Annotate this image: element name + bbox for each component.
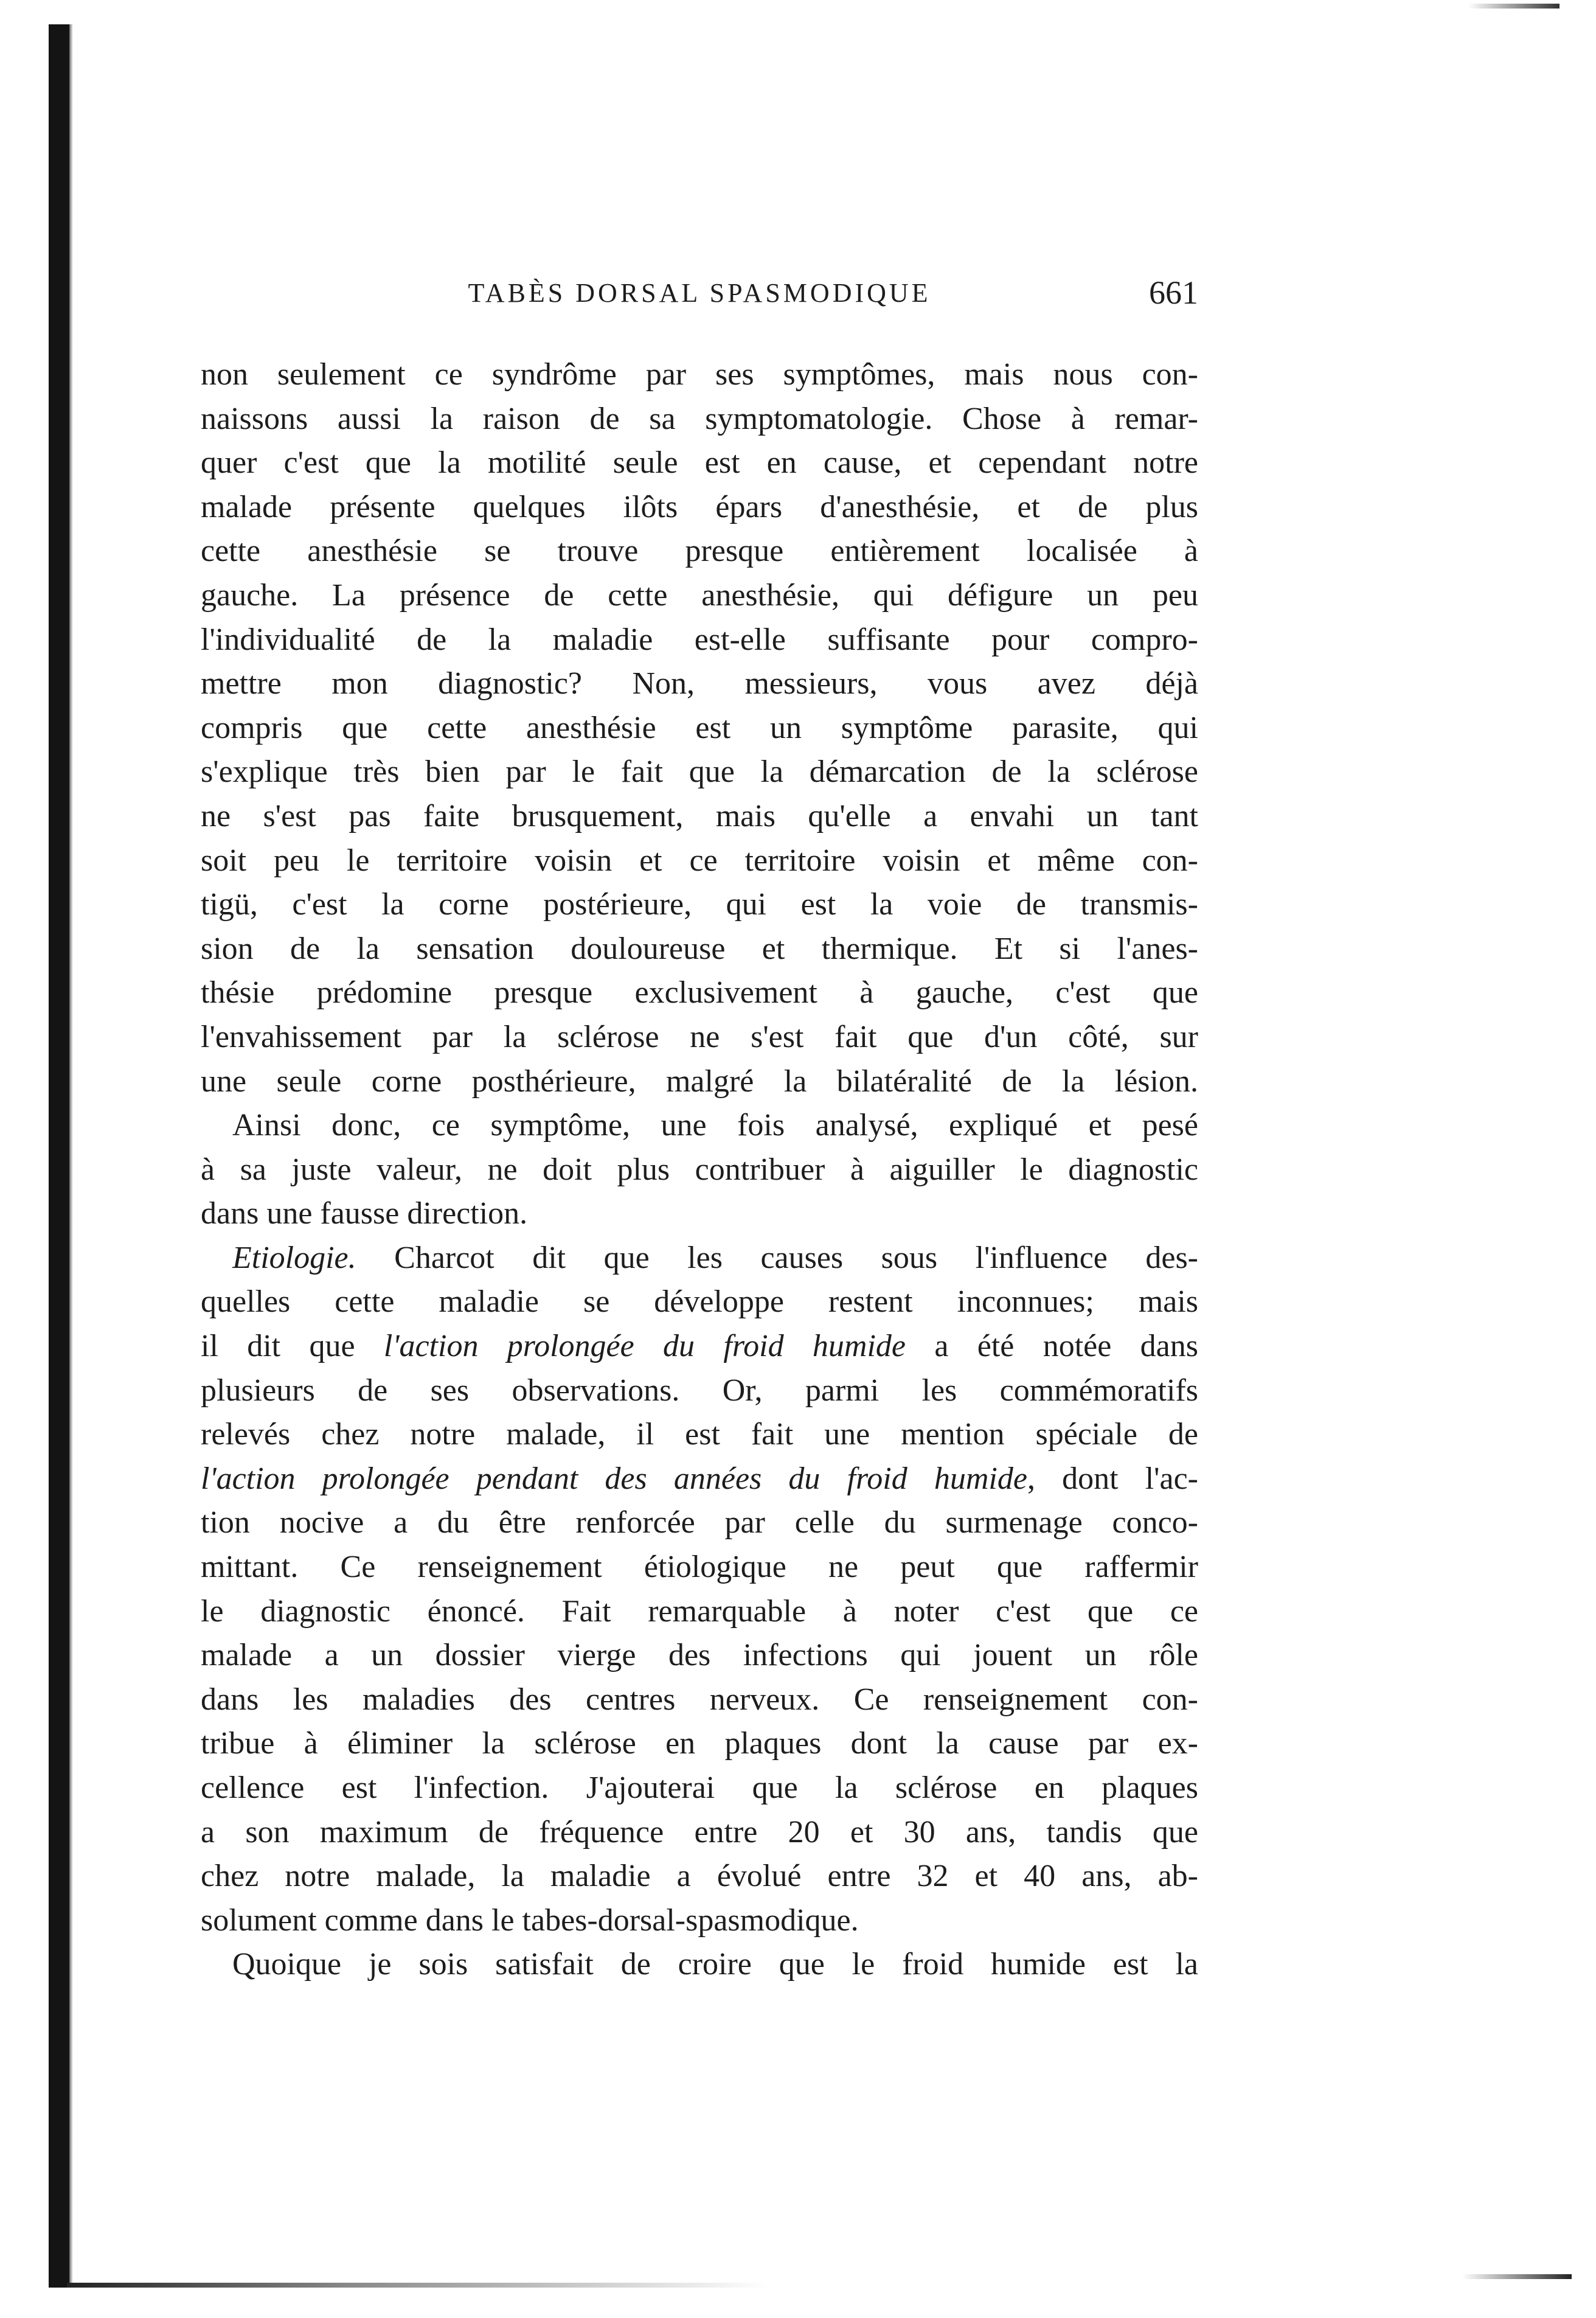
text-line: il dit que l'action prolongée du froid humide a été notée dans	[201, 1329, 1198, 1364]
text-line: malade a un dossier vierge des infections qui jouent un rôle	[201, 1638, 1198, 1673]
text-line: chez notre malade, la maladie a évolué entre 32 et 40 ans, ab-	[201, 1859, 1198, 1894]
text-line: non seulement ce syndrôme par ses symptômes, mais nous con-	[201, 357, 1198, 392]
text-line: s'explique très bien par le fait que la démarcation de la sclérose	[201, 754, 1198, 790]
body-text	[201, 353, 1198, 1987]
page-number: 661	[1149, 274, 1198, 311]
text-line: tribue à éliminer la sclérose en plaques dont la cause par ex-	[201, 1726, 1198, 1761]
text-line: cette anesthésie se trouve presque entièrement localisée à	[201, 534, 1198, 569]
scan-artifact-top-right	[1468, 4, 1560, 9]
text-line: dans les maladies des centres nerveux. Ce renseignement con-	[201, 1682, 1198, 1717]
text-line: ne s'est pas faite brusquement, mais qu'elle a envahi un tant	[201, 798, 1198, 834]
text-line: quelles cette maladie se développe restent inconnues; mais	[201, 1284, 1198, 1320]
text-line: thésie prédomine presque exclusivement à gauche, c'est que	[201, 975, 1198, 1011]
text-line: Quoique je sois satisfait de croire que le froid humide est la	[232, 1947, 1198, 1982]
text-line: l'individualité de la maladie est-elle suffisante pour compro-	[201, 622, 1198, 657]
text-line: solument comme dans le tabes-dorsal-spasmodique.	[201, 1902, 859, 1938]
text-line: naissons aussi la raison de sa symptomatologie. Chose à remar-	[201, 401, 1198, 436]
text-line: gauche. La présence de cette anesthésie, qui défigure un peu	[201, 577, 1198, 613]
text-line: cellence est l'infection. J'ajouterai que la sclérose en plaques	[201, 1770, 1198, 1805]
text-line: l'action prolongée pendant des années du froid humide, dont l'ac-	[201, 1461, 1198, 1496]
text-line: soit peu le territoire voisin et ce territoire voisin et même con-	[201, 843, 1198, 878]
scan-artifact-bottom	[67, 2283, 766, 2288]
text-line: Etiologie. Charcot dit que les causes sous l'influence des-	[232, 1240, 1198, 1275]
text-line: relevés chez notre malade, il est fait une mention spéciale de	[201, 1417, 1198, 1452]
text-line: plusieurs de ses observations. Or, parmi les commémoratifs	[201, 1373, 1198, 1408]
text-line: une seule corne posthérieure, malgré la bilatéralité de la lésion.	[201, 1063, 1198, 1099]
text-line: le diagnostic énoncé. Fait remarquable à noter c'est que ce	[201, 1593, 1198, 1629]
text-line: l'envahissement par la sclérose ne s'est fait que d'un côté, sur	[201, 1019, 1198, 1054]
page-header	[201, 269, 1198, 318]
text-line: mettre mon diagnostic? Non, messieurs, vous avez déjà	[201, 666, 1198, 701]
binding-edge	[49, 24, 69, 2288]
text-line: tion nocive a du être renforcée par celle du surmenage conco-	[201, 1505, 1198, 1540]
text-line: a son maximum de fréquence entre 20 et 30 ans, tandis que	[201, 1814, 1198, 1850]
text-line: tigü, c'est la corne postérieure, qui est la voie de transmis-	[201, 887, 1198, 922]
text-line: à sa juste valeur, ne doit plus contribuer à aiguiller le diagnostic	[201, 1152, 1198, 1187]
text-line: mittant. Ce renseignement étiologique ne peut que raffermir	[201, 1550, 1198, 1585]
text-line: dans une fausse direction.	[201, 1196, 528, 1231]
scan-artifact-bottom-right	[1462, 2274, 1572, 2279]
running-head: TABÈS DORSAL SPASMODIQUE	[468, 278, 931, 308]
text-line: Ainsi donc, ce symptôme, une fois analysé, expliqué et pesé	[232, 1108, 1198, 1143]
text-line: malade présente quelques ilôts épars d'anesthésie, et de plus	[201, 489, 1198, 524]
text-line: quer c'est que la motilité seule est en cause, et cependant notre	[201, 445, 1198, 481]
text-line: compris que cette anesthésie est un symptôme parasite, qui	[201, 710, 1198, 745]
text-line: sion de la sensation douloureuse et thermique. Et si l'anes-	[201, 931, 1198, 966]
